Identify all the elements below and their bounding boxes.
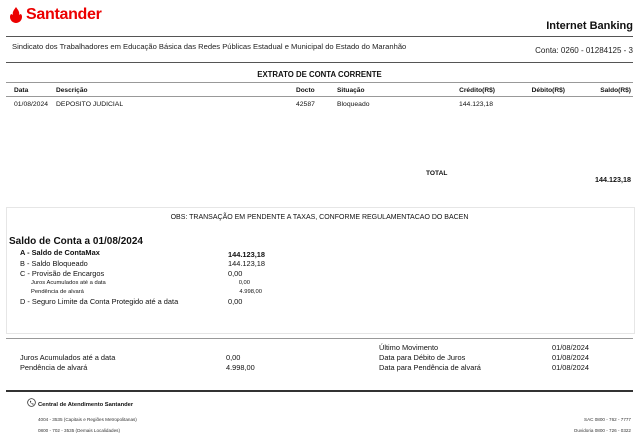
logo-text: Santander [26,6,102,23]
divider [6,338,633,339]
col-header-credit: Crédito(R$) [459,87,495,94]
ultimo-movimento-value: 01/08/2024 [552,343,589,352]
saldo-pend-value: 4.998,00 [239,289,262,295]
bottom-juros-value: 0,00 [226,353,241,362]
footer-phone-capitals: 4004 - 3535 (Capitais e Regiões Metropolitanas) [38,417,137,422]
cell-credit: 144.123,18 [458,101,493,108]
obs-text: OBS: TRANSAÇÃO EM PENDENTE A TAXAS, CONFORME REGULAMENTACAO DO BACEN [170,214,469,221]
saldo-juros-value: 0,00 [238,280,250,286]
footer-center-name: Central de Atendimento Santander [38,402,134,408]
cell-status: Bloqueado [337,101,370,108]
bottom-juros-label: Juros Acumulados até a data [20,353,116,362]
saldo-pend-label: Pendência de alvará [31,289,84,295]
col-header-date: Data [14,87,29,94]
saldo-c-label: C - Provisão de Encargos [20,269,105,278]
col-header-balance: Saldo(R$) [600,87,631,94]
ultimo-movimento-label: Último Movimento [379,343,439,352]
saldo-b-label: B - Saldo Bloqueado [20,259,88,268]
saldo-title: Saldo de Conta a 01/08/2024 [9,236,143,247]
divider [6,96,633,97]
col-header-debit: Débito(R$) [531,87,565,94]
phone-icon [27,398,36,407]
saldo-d-label: D - Seguro Limite da Conta Protegido até a data [20,297,179,306]
saldo-b-value: 144.123,18 [228,259,265,268]
saldo-juros-label: Juros Acumulados até a data [31,280,106,286]
bottom-pend-value: 4.998,00 [226,363,255,372]
footer-ouvidoria: Ouvidoria 0800 - 726 - 0322 [573,428,631,433]
cell-doc: 42587 [296,101,315,108]
divider [6,62,633,63]
header-divider [6,36,633,37]
pend-alvara-date-label: Data para Pendência de alvará [379,363,481,372]
footer-sac: SAC 0800 - 762 - 7777 [584,417,631,422]
cell-description: DEPOSITO JUDICIAL [56,101,124,108]
col-header-status: Situação [337,87,365,94]
saldo-c-value: 0,00 [228,269,243,278]
account-holder: Sindicato dos Trabalhadores em Educação Básica das Redes Públicas Estadual e Municipal do Estado do Maranhão [12,42,407,51]
debito-juros-value: 01/08/2024 [552,353,589,362]
footer-phone-other: 0800 - 702 - 3535 (Demais Localidades) [38,428,120,433]
saldo-d-value: 0,00 [228,297,243,306]
bottom-pend-label: Pendência de alvará [20,363,88,372]
total-value: 144.123,18 [595,175,631,184]
pend-alvara-date-value: 01/08/2024 [552,363,589,372]
col-header-doc: Docto [296,87,315,94]
santander-logo [9,5,102,25]
page-title: Internet Banking [546,20,633,32]
footer-divider [6,390,633,392]
saldo-a-value: 144.123,18 [228,250,265,259]
flame-icon [9,7,23,23]
total-label: TOTAL [426,170,448,177]
col-header-description: Descrição [56,87,88,94]
debito-juros-label: Data para Débito de Juros [379,353,466,362]
divider [6,82,633,83]
cell-date: 01/08/2024 [14,101,49,108]
saldo-a-label: A - Saldo de ContaMax [20,248,100,257]
statement-title: EXTRATO DE CONTA CORRENTE [257,70,382,79]
account-info: Conta: 0260 - 01284125 - 3 [535,46,633,55]
